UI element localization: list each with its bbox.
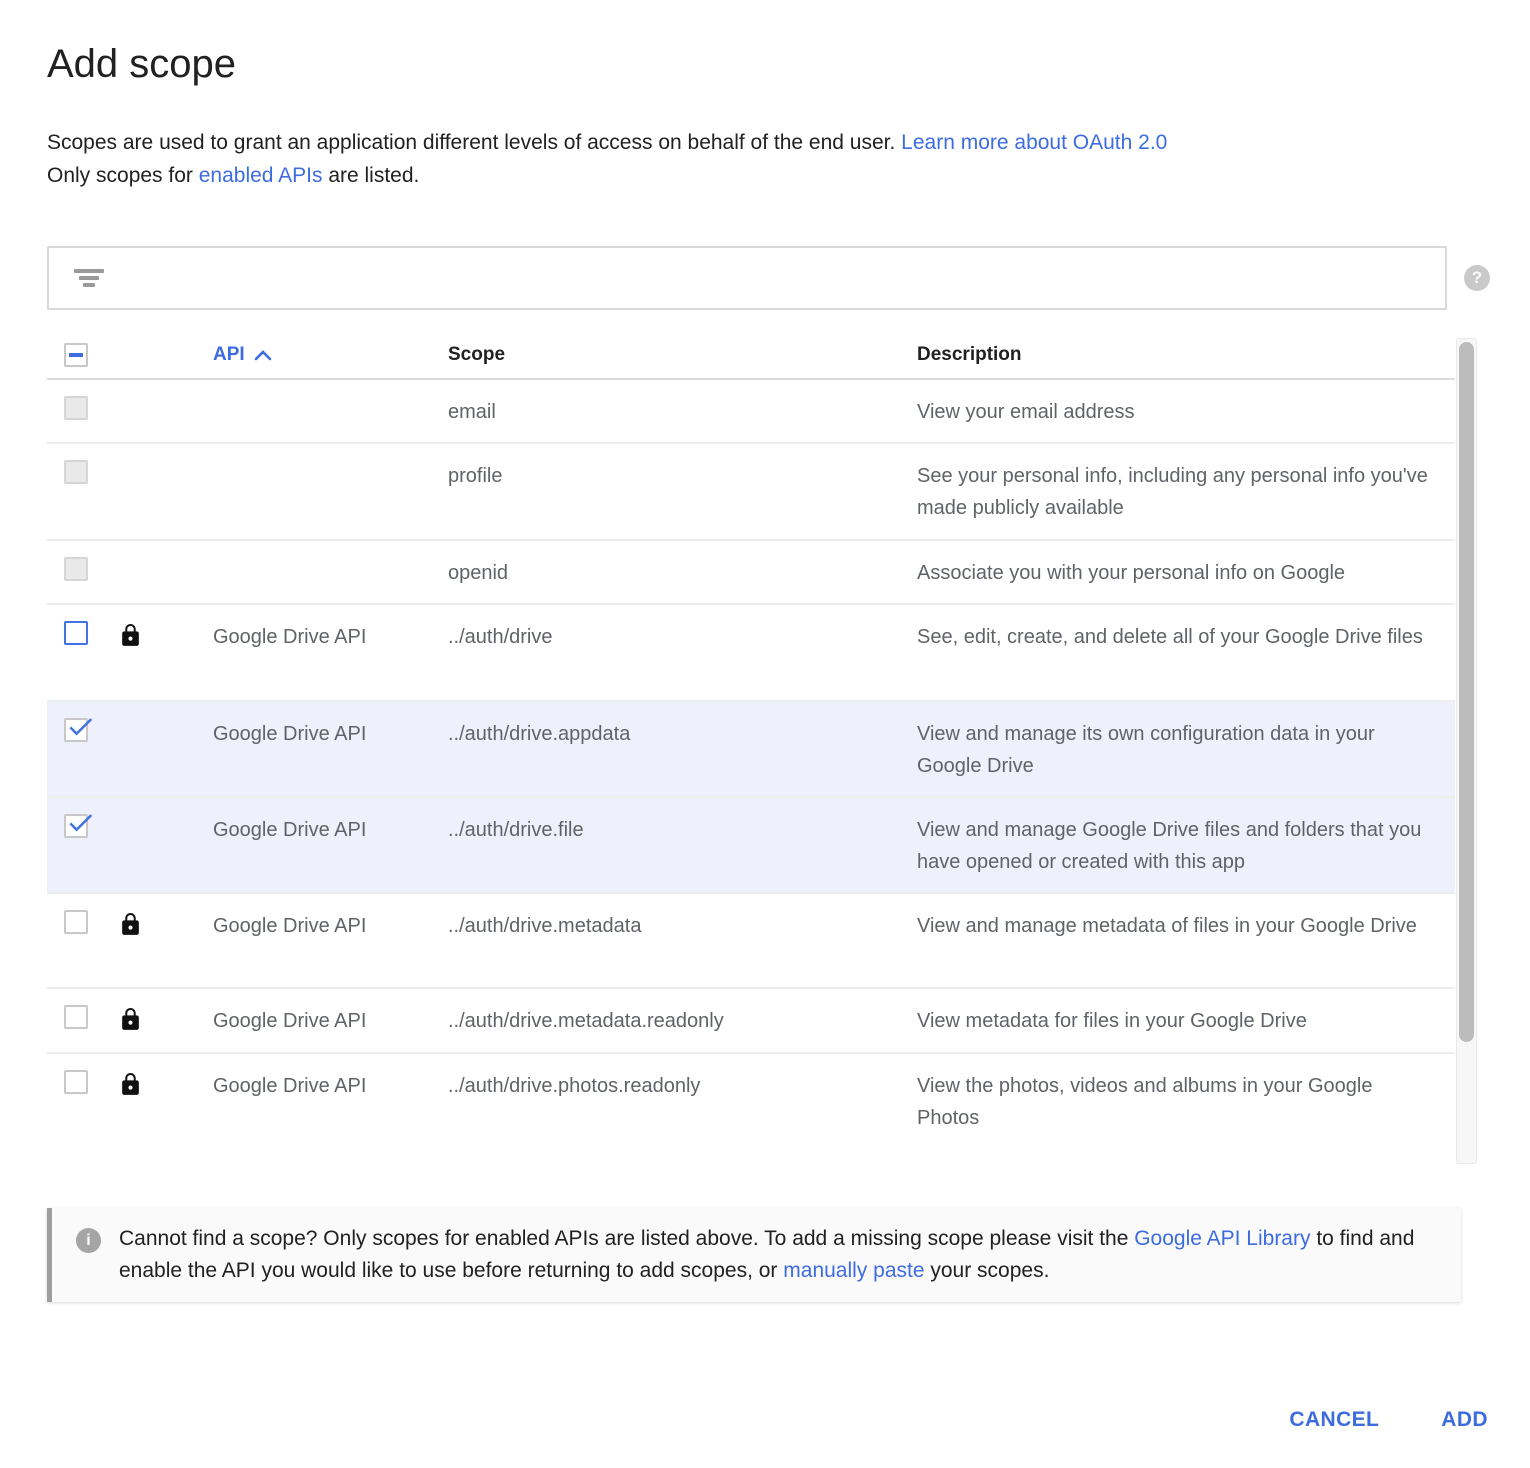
table-row[interactable] — [47, 1054, 1455, 1150]
select-all-checkbox[interactable] — [64, 343, 88, 367]
column-header-api[interactable]: API — [213, 344, 448, 366]
cancel-button[interactable]: CANCEL — [1287, 1400, 1381, 1440]
description-cell: Associate you with your personal info on Google — [917, 562, 1346, 584]
scope-cell: openid — [448, 562, 509, 584]
dialog-actions — [1287, 1400, 1490, 1440]
page-title: Add scope — [47, 42, 237, 86]
api-cell: Google Drive API — [213, 1075, 367, 1097]
description-cell: See, edit, create, and delete all of your Google Drive files — [917, 626, 1423, 648]
api-cell: Google Drive API — [213, 819, 367, 841]
row-checkbox[interactable] — [64, 621, 88, 645]
intro-line1: Scopes are used to grant an application different levels of access on behalf of the end user. — [47, 131, 902, 154]
row-checkbox[interactable] — [64, 910, 88, 934]
google-api-library-link[interactable]: Google API Library — [1134, 1227, 1311, 1250]
table-row[interactable] — [47, 605, 1455, 702]
description-cell: View and manage metadata of files in your Google Drive — [917, 915, 1417, 937]
api-cell — [213, 396, 448, 430]
add-button[interactable]: ADD — [1439, 1400, 1490, 1440]
help-icon[interactable]: ? — [1464, 265, 1490, 291]
row-checkbox[interactable] — [64, 1070, 88, 1094]
scope-cell: ../auth/drive.file — [448, 819, 584, 841]
column-header-description: Description — [917, 344, 1022, 365]
notice-banner — [47, 1208, 1461, 1302]
api-cell — [213, 557, 448, 591]
intro-text — [47, 126, 1167, 192]
manually-paste-link[interactable]: manually paste — [783, 1259, 925, 1282]
lock-icon — [118, 1072, 143, 1097]
description-cell: View and manage Google Drive files and folders that you have opened or created with this app — [917, 819, 1422, 873]
sort-ascending-icon — [254, 349, 272, 361]
api-cell: Google Drive API — [213, 915, 367, 937]
row-checkbox[interactable] — [64, 718, 88, 742]
scope-cell: ../auth/drive.metadata.readonly — [448, 1010, 724, 1032]
description-cell: See your personal info, including any personal info you've made publicly available — [917, 465, 1428, 519]
description-cell: View the photos, videos and albums in your Google Photos — [917, 1075, 1373, 1129]
column-header-scope: Scope — [448, 344, 506, 365]
table-row[interactable] — [47, 541, 1455, 605]
description-cell: View metadata for files in your Google Drive — [917, 1010, 1307, 1032]
table-row[interactable] — [47, 380, 1455, 444]
oauth-learn-more-link[interactable]: Learn more about OAuth 2.0 — [901, 131, 1168, 154]
api-cell — [213, 460, 448, 527]
scrollbar-thumb[interactable] — [1459, 342, 1474, 1042]
table-row[interactable] — [47, 798, 1455, 894]
info-icon: i — [76, 1228, 101, 1253]
scope-cell: ../auth/drive.metadata — [448, 915, 642, 937]
table-row[interactable] — [47, 444, 1455, 541]
api-cell: Google Drive API — [213, 1010, 367, 1032]
filter-icon — [74, 269, 104, 287]
table-header-row — [47, 332, 1455, 380]
table-row[interactable] — [47, 894, 1455, 989]
lock-icon — [118, 1007, 143, 1032]
lock-icon — [118, 912, 143, 937]
api-cell: Google Drive API — [213, 626, 367, 648]
scope-cell: ../auth/drive.photos.readonly — [448, 1075, 701, 1097]
description-cell: View and manage its own configuration data in your Google Drive — [917, 723, 1375, 777]
description-cell: View your email address — [917, 401, 1135, 423]
table-row[interactable] — [47, 989, 1455, 1054]
row-checkbox[interactable] — [64, 557, 88, 581]
row-checkbox[interactable] — [64, 1005, 88, 1029]
row-checkbox[interactable] — [64, 814, 88, 838]
api-cell: Google Drive API — [213, 723, 367, 745]
filter-input[interactable] — [104, 248, 1445, 308]
scope-cell: ../auth/drive — [448, 626, 553, 648]
row-checkbox[interactable] — [64, 396, 88, 420]
enabled-apis-link[interactable]: enabled APIs — [198, 164, 323, 187]
intro-line2-pre: Only scopes for — [47, 164, 199, 187]
filter-bar[interactable] — [47, 246, 1447, 310]
scope-cell: ../auth/drive.appdata — [448, 723, 631, 745]
scopes-table — [47, 332, 1455, 1164]
lock-icon — [118, 623, 143, 648]
scope-cell: email — [448, 401, 496, 423]
row-checkbox[interactable] — [64, 460, 88, 484]
table-row[interactable] — [47, 702, 1455, 798]
notice-text: Cannot find a scope? Only scopes for enabled APIs are listed above. To add a missing scope please visit the Google API Library to find and enable the API you would like to use before returning to add scopes, or manually paste your scopes. — [119, 1227, 1421, 1282]
scope-cell: profile — [448, 465, 503, 487]
intro-line2-post: are listed. — [322, 164, 420, 187]
